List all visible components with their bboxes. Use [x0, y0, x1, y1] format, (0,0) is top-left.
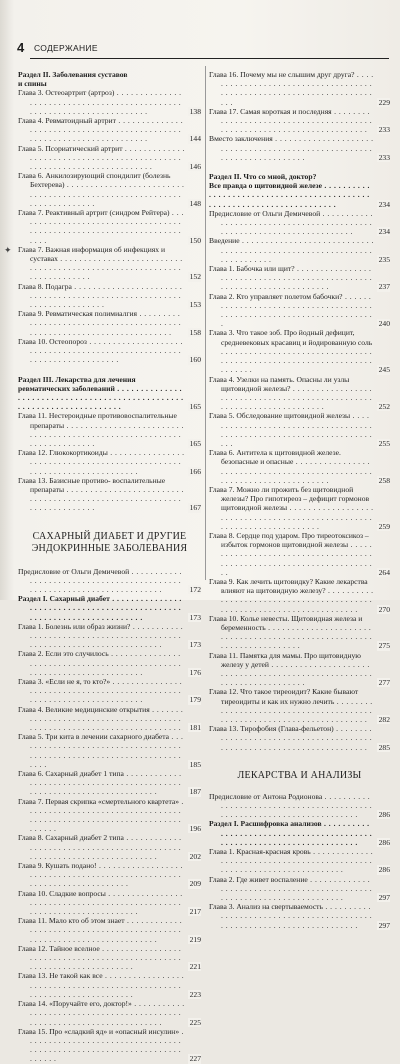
toc-entry[interactable] — [209, 448, 390, 485]
toc-entry-title: Глава 10. Остеопороз . . . — [18, 337, 185, 365]
column-divider — [205, 66, 206, 580]
toc-entry[interactable] — [209, 875, 390, 903]
toc-entry-title: Глава 15. Про «сладкий яд» и «опасный инсулин» . . . — [18, 1027, 185, 1064]
toc-entry-title: Глава 1. Красная-красная кровь . . . — [209, 847, 374, 875]
running-title: СОДЕРЖАНИЕ — [34, 43, 98, 53]
toc-entry-page: 148 — [189, 198, 201, 208]
toc-entry-title: Глава 2. Если это случилось . . . — [18, 649, 185, 677]
toc-entry-page: 245 — [378, 365, 390, 375]
toc-entry-page: 270 — [378, 604, 390, 614]
toc-entry-page: 185 — [189, 759, 201, 769]
toc-entry-title: Глава 12. Что такое тиреоидит? Какие бывают тиреоидиты и как их нужно лечить . . . — [209, 687, 374, 724]
toc-entry-title: Глава 8. Подагра . . . — [18, 282, 185, 310]
toc-entry[interactable] — [18, 116, 201, 144]
toc-entry-title: Глава 4. Узелки на память. Опасны ли узлы щитовидной железы? . . . — [209, 375, 374, 412]
page-header — [0, 40, 400, 60]
toc-entry-page: 282 — [378, 715, 390, 725]
toc-entry-title: Глава 9. Кушать подано! . . . — [18, 861, 185, 889]
toc-entry[interactable] — [209, 847, 390, 875]
toc-entry[interactable] — [18, 705, 201, 733]
toc-entry-title: Глава 2. Где живет воспаление . . . — [209, 875, 374, 903]
toc-entry[interactable] — [209, 792, 390, 820]
toc-entry[interactable] — [209, 531, 390, 577]
toc-entry-page: 277 — [378, 678, 390, 688]
toc-entry-page: 275 — [378, 641, 390, 651]
toc-entry[interactable] — [18, 649, 201, 677]
toc-entry[interactable] — [209, 134, 390, 162]
toc-entry-title: Глава 6. Анкилозирующий спондилит (болезнь Бехтерева) . . . — [18, 171, 185, 208]
toc-entry-page: 225 — [189, 1017, 201, 1027]
toc-entry-title: Глава 17. Самая короткая и последняя . . . — [209, 107, 374, 135]
toc-entry[interactable] — [209, 292, 390, 329]
toc-entry-title: Вместо заключения . . . — [209, 134, 374, 162]
toc-entry[interactable] — [209, 375, 390, 412]
toc-entry-title: Глава 12. Глюкокортикоиды . . . — [18, 448, 185, 476]
toc-entry-page: 217 — [189, 907, 201, 917]
toc-entry[interactable] — [209, 819, 390, 847]
toc-entry-page: 196 — [189, 824, 201, 834]
toc-entry-title: Предисловие от Ольги Демичевой . . . — [209, 209, 374, 237]
toc-entry-page: 235 — [378, 254, 390, 264]
toc-entry-title: Глава 7. Первая скрипка «смертельного квартета» . . . — [18, 797, 185, 834]
toc-entry[interactable] — [18, 245, 201, 282]
toc-entry[interactable] — [18, 282, 201, 310]
toc-entry-page: 153 — [189, 300, 201, 310]
toc-entry-title: Глава 8. Сердце под ударом. Про тиреотоксикоз – избыток гормонов щитовидной железы . . . — [209, 531, 374, 577]
toc-entry-title: Глава 14. «Поручайте его, доктор!» . . . — [18, 999, 185, 1027]
toc-entry-page: 172 — [189, 584, 201, 594]
toc-entry[interactable] — [209, 411, 390, 448]
toc-entry-page: 173 — [189, 612, 201, 622]
toc-entry[interactable] — [209, 70, 390, 107]
toc-entry-title: Глава 8. Сахарный диабет 2 типа . . . — [18, 833, 185, 861]
toc-entry-title: Глава 9. Как лечить щитовидку? Какие лекарства влияют на щитовидную железу? . . . — [209, 577, 374, 614]
toc-entry-page: 150 — [189, 235, 201, 245]
toc-entry-page: 160 — [189, 355, 201, 365]
toc-entry[interactable] — [18, 309, 201, 337]
toc-entry-title: Раздел I. Сахарный диабет . . . — [18, 594, 185, 622]
toc-entry[interactable] — [18, 797, 201, 834]
toc-entry-title: Глава 4. Великие медицинские открытия . . . — [18, 705, 185, 733]
toc-entry[interactable] — [209, 264, 390, 292]
toc-entry[interactable] — [18, 732, 201, 769]
toc-entry-title: Глава 16. Почему мы не слышим друг друга? . . . — [209, 70, 374, 107]
toc-entry-page: 233 — [378, 125, 390, 135]
toc-entry-title: Предисловие от Ольги Демичевой . . . — [18, 567, 185, 595]
toc-entry[interactable] — [18, 861, 201, 889]
toc-entry-page: 255 — [378, 438, 390, 448]
toc-entry[interactable] — [209, 687, 390, 724]
toc-entry-page: 144 — [189, 134, 201, 144]
toc-entry-page: 146 — [189, 162, 201, 172]
toc-entry[interactable] — [18, 999, 201, 1027]
toc-entry[interactable] — [209, 724, 390, 752]
toc-entry-page: 297 — [378, 920, 390, 930]
toc-entry[interactable] — [18, 677, 201, 705]
toc-entry-page: 286 — [378, 865, 390, 875]
toc-entry-title: Глава 11. Памятка для мамы. Про щитовидную железу у детей . . . — [209, 651, 374, 688]
toc-entry-page: 233 — [378, 152, 390, 162]
section-heading-line2: и спины — [18, 79, 47, 89]
toc-entry-title: Глава 5. Обследование щитовидной железы . . . — [209, 411, 374, 448]
toc-entry-page: 229 — [378, 97, 390, 107]
toc-entry-title: Глава 1. Бабочка или щит? . . . — [209, 264, 374, 292]
toc-entry[interactable] — [209, 651, 390, 688]
toc-entry-page: 286 — [378, 810, 390, 820]
toc-entry[interactable] — [18, 622, 201, 650]
toc-entry-title: Глава 11. Мало кто об этом знает . . . — [18, 916, 185, 944]
toc-entry-page: 221 — [189, 962, 201, 972]
toc-entry[interactable]: ревматических заболеваний . . . 165 — [18, 384, 201, 412]
toc-entry-title: Предисловие от Антона Родионова . . . — [209, 792, 374, 820]
toc-entry-title: Глава 13. Не такой как все . . . — [18, 971, 185, 999]
toc-entry[interactable] — [209, 902, 390, 930]
toc-entry[interactable] — [209, 328, 390, 374]
toc-entry-title: Глава 5. Псориатический артрит . . . — [18, 144, 185, 172]
toc-entry-title: Глава 1. Болезнь или образ жизни? . . . — [18, 622, 185, 650]
toc-entry-title: Глава 13. Тирофобия (Глава-фельетон) . . . — [209, 724, 374, 752]
toc-entry-page: 176 — [189, 667, 201, 677]
margin-mark: ✦ — [4, 245, 12, 255]
toc-entry[interactable]: Все правда о щитовидной железе . . . 234 — [209, 181, 390, 209]
toc-entry-title: Введение . . . — [209, 236, 374, 264]
page-number: 4 — [17, 40, 25, 55]
header-rule — [30, 58, 389, 59]
left-column — [18, 70, 201, 1064]
toc-entry[interactable] — [18, 833, 201, 861]
toc-entry[interactable] — [18, 476, 201, 513]
toc-entry-page: 179 — [189, 695, 201, 705]
toc-entry-page: 286 — [378, 837, 390, 847]
toc-entry[interactable] — [18, 1027, 201, 1064]
part-heading: ЛЕКАРСТВА И АНАЛИЗЫ — [237, 769, 362, 781]
toc-entry-page: 173 — [189, 640, 201, 650]
toc-entry[interactable] — [209, 614, 390, 651]
toc-entry-page: 259 — [378, 521, 390, 531]
part-heading: САХАРНЫЙ ДИАБЕТ И ДРУГИЕ — [32, 530, 187, 542]
toc-entry-page: 258 — [378, 475, 390, 485]
toc-entry-page: 152 — [189, 272, 201, 282]
toc-entry-title: Глава 12. Тайное вселное . . . — [18, 944, 185, 972]
section-heading: Раздел II. Что со мной, доктор? — [209, 172, 317, 182]
toc-entry-page: 181 — [189, 723, 201, 732]
toc-entry[interactable] — [18, 944, 201, 972]
toc-entry-title: Глава 13. Базисные противо- воспалительные препараты . . . — [18, 476, 185, 513]
toc-entry[interactable] — [18, 448, 201, 476]
toc-entry[interactable] — [18, 171, 201, 208]
toc-entry-title: Глава 3. «Если не я, то кто?» . . . — [18, 677, 185, 705]
toc-entry-title: Глава 2. Кто управляет полетом бабочки? . . . — [209, 292, 374, 329]
toc-entry[interactable] — [209, 485, 390, 531]
toc-entry-page: 138 — [189, 106, 201, 116]
toc-entry-title: Глава 4. Ревматоидный артрит . . . — [18, 116, 185, 144]
toc-entry-title: Глава 3. Анализ на свертываемость . . . — [209, 902, 374, 930]
toc-entry-page: 252 — [378, 402, 390, 412]
toc-entry[interactable] — [18, 594, 201, 622]
section-heading: Раздел III. Лекарства для лечения — [18, 374, 136, 384]
toc-entry-page: 234 — [378, 227, 390, 237]
toc-entry-title: Глава 7. Важная информация об инфекциях и суставах . . . — [18, 245, 185, 282]
right-column — [209, 70, 390, 930]
toc-entry-page: 165 — [189, 438, 201, 448]
toc-entry-title: Глава 6. Сахарный диабет 1 типа . . . — [18, 769, 185, 797]
toc-entry[interactable] — [18, 567, 201, 595]
toc-entry-title: Глава 6. Антитела к щитовидной железе. безопасные и опасные . . . — [209, 448, 374, 485]
toc-entry[interactable] — [18, 88, 201, 116]
toc-entry[interactable] — [209, 209, 390, 237]
toc-entry[interactable] — [18, 769, 201, 797]
toc-entry[interactable] — [18, 208, 201, 245]
toc-entry[interactable] — [18, 916, 201, 944]
toc-entry-title: Глава 11. Нестероидные противовоспалительные препараты . . . — [18, 411, 185, 448]
toc-entry[interactable] — [18, 144, 201, 172]
toc-entry-page: 264 — [378, 567, 390, 577]
toc-entry-page: 209 — [189, 879, 201, 889]
toc-entry-title: Глава 10. Колье невесты. Щитовидная железа и беременность . . . — [209, 614, 374, 651]
toc-entry-page: 202 — [189, 851, 201, 861]
toc-entry[interactable] — [18, 889, 201, 917]
toc-entry-page: 240 — [378, 319, 390, 329]
toc-entry-page: 158 — [189, 327, 201, 337]
toc-entry[interactable] — [209, 577, 390, 614]
toc-entry-title: Глава 9. Ревматическая полимиалгия . . . — [18, 309, 185, 337]
toc-entry-page: 187 — [189, 787, 201, 797]
toc-entry[interactable] — [18, 411, 201, 448]
toc-entry-page: 285 — [378, 742, 390, 752]
toc-entry-title: Глава 7. Можно ли прожить без щитовидной железы? Про гипотиреоз – дефицит гормонов щитовидной железы . . . — [209, 485, 374, 531]
toc-entry-title: Глава 7. Реактивный артрит (синдром Рейтера) . . . — [18, 208, 185, 245]
toc-entry-title: Глава 3. Что такое зоб. Про йодный дефицит, средневековых красавиц и йодированную соль . . . — [209, 328, 374, 374]
toc-entry-page: 237 — [378, 282, 390, 292]
toc-entry-page: 297 — [378, 893, 390, 903]
toc-entry-page: 227 — [189, 1054, 201, 1064]
toc-entry[interactable] — [209, 107, 390, 135]
toc-entry-page: 219 — [189, 934, 201, 944]
section-heading: Раздел II. Заболевания суставов — [18, 70, 128, 79]
toc-entry[interactable] — [209, 236, 390, 264]
toc-entry-page: 166 — [189, 466, 201, 476]
toc-entry-title: Раздел I. Расшифровка анализов . . . — [209, 819, 374, 847]
toc-entry[interactable] — [18, 337, 201, 365]
toc-entry-title: Глава 5. Три кита в лечении сахарного диабета . . . — [18, 732, 185, 769]
part-heading-line2: ЭНДОКРИННЫЕ ЗАБОЛЕВАНИЯ — [31, 542, 188, 554]
toc-entry[interactable] — [18, 971, 201, 999]
toc-entry-page: 223 — [189, 989, 201, 999]
toc-entry-title: Глава 10. Сладкие вопросы . . . — [18, 889, 185, 917]
toc-entry-title: Глава 3. Остеоартрит (артроз) . . . — [18, 88, 185, 116]
toc-entry-page: 167 — [189, 503, 201, 513]
